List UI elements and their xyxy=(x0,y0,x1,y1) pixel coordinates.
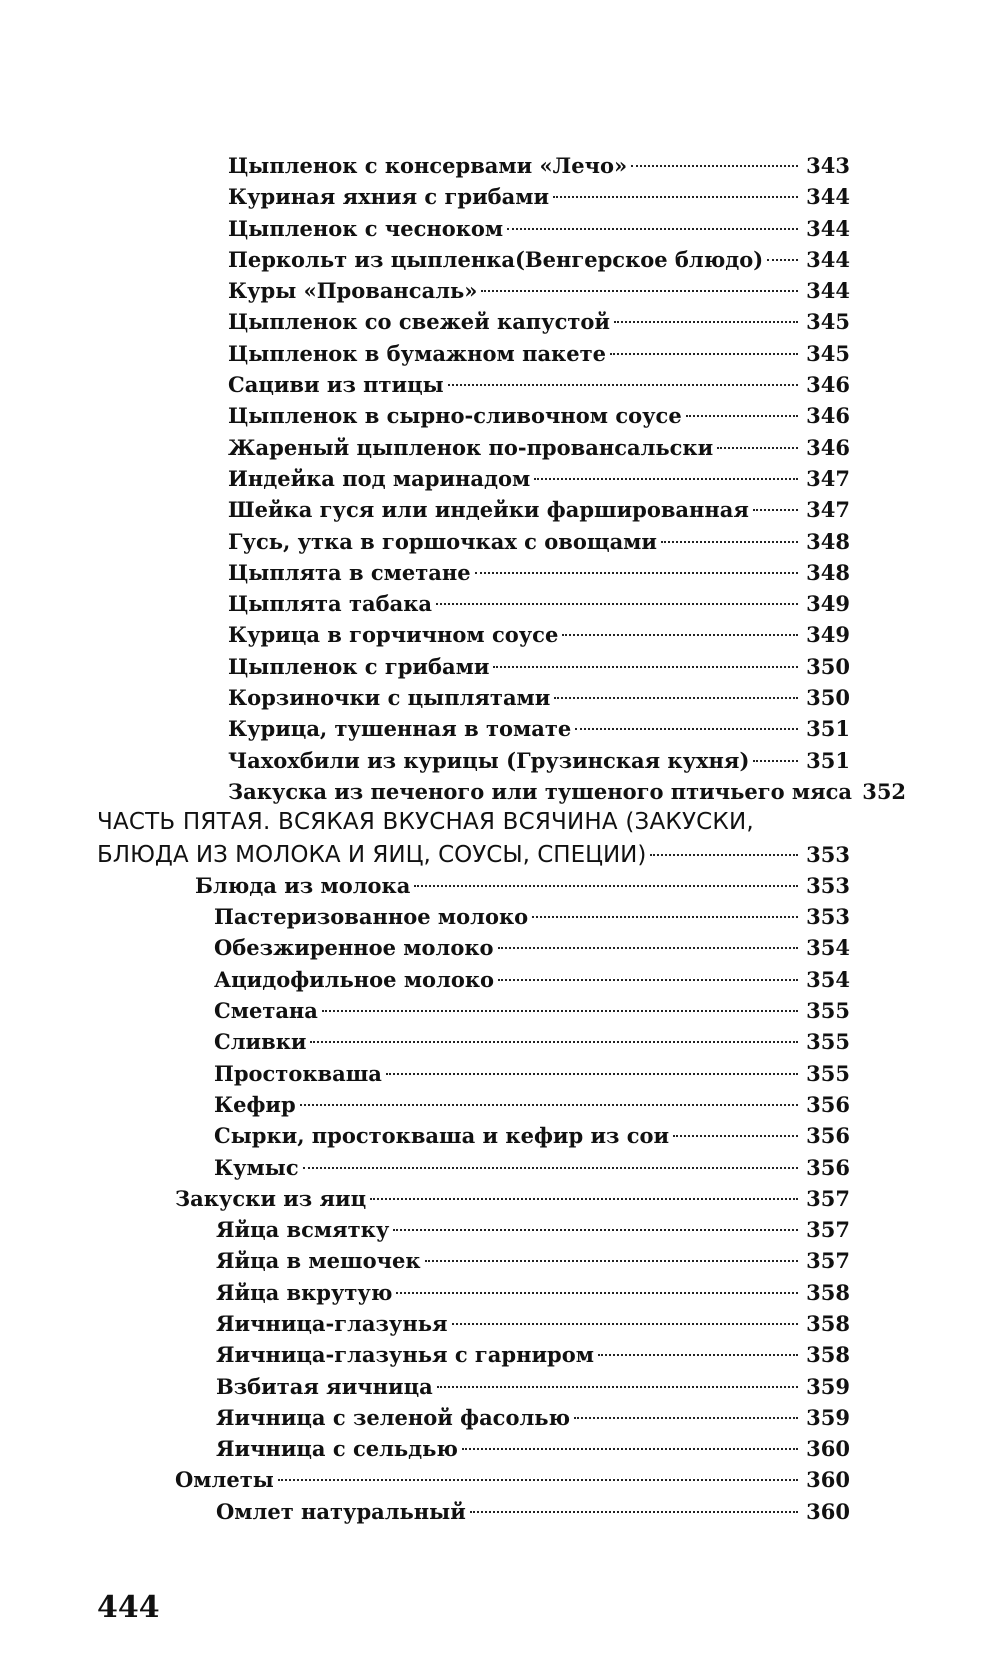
entry-title: Взбитая яичница xyxy=(216,1373,433,1399)
entry-page: 355 xyxy=(806,1029,850,1055)
leader-dots xyxy=(498,979,798,981)
toc-entry xyxy=(0,338,1000,369)
toc-entry xyxy=(0,745,1000,776)
entry-title: Цыпленок с чесноком xyxy=(228,215,504,241)
entry-title: Омлет натуральный xyxy=(216,1498,466,1524)
part-heading-line2 xyxy=(0,839,1000,870)
entry-title: Яйца вкрутую xyxy=(216,1279,393,1305)
toc-entry xyxy=(0,150,1000,181)
toc-entry xyxy=(0,1026,1000,1057)
entry-page: 359 xyxy=(806,1404,850,1430)
leader-dots xyxy=(673,1135,798,1137)
entry-title: Яйца в мешочек xyxy=(216,1248,421,1274)
entry-title: Обезжиренное молоко xyxy=(214,935,494,961)
toc-entry xyxy=(0,995,1000,1026)
entry-page: 349 xyxy=(806,591,850,617)
entry-page: 346 xyxy=(806,434,850,460)
entry-title: Простокваша xyxy=(214,1060,382,1086)
entry-page: 344 xyxy=(806,215,850,241)
leader-dots xyxy=(575,728,798,730)
toc-entry xyxy=(0,400,1000,431)
toc-entry xyxy=(0,1433,1000,1464)
toc-entry xyxy=(0,932,1000,963)
entry-title: Сациви из птицы xyxy=(228,372,444,398)
toc-entry xyxy=(0,713,1000,744)
leader-dots xyxy=(303,1167,798,1169)
entry-page: 347 xyxy=(806,497,850,523)
leader-dots xyxy=(631,165,798,167)
leader-dots xyxy=(436,603,798,605)
entry-page: 354 xyxy=(806,935,850,961)
entry-page: 352 xyxy=(862,778,907,804)
entry-page: 346 xyxy=(806,372,850,398)
entry-title: Пастеризованное молоко xyxy=(214,904,529,930)
entry-title: Цыпленок с консервами «Лечо» xyxy=(228,153,628,178)
toc-entry xyxy=(0,776,1000,807)
entry-title: Перкольт из цыпленка(Венгерское блюдо) xyxy=(228,246,764,272)
toc-entry xyxy=(0,1120,1000,1151)
entry-page: 358 xyxy=(806,1279,850,1305)
leader-dots xyxy=(753,509,798,511)
toc-section xyxy=(0,1183,1000,1214)
entry-page: 360 xyxy=(806,1436,850,1462)
leader-dots xyxy=(650,854,798,856)
entry-page: 353 xyxy=(806,872,850,898)
leader-dots xyxy=(493,666,798,668)
leader-dots xyxy=(614,321,798,323)
entry-title: Кумыс xyxy=(214,1154,299,1180)
toc-entry xyxy=(0,557,1000,588)
entry-title: Яичница-глазунья с гарниром xyxy=(216,1342,594,1368)
entry-page: 354 xyxy=(806,966,850,992)
leader-dots xyxy=(507,228,798,230)
toc-entry xyxy=(0,619,1000,650)
entry-page: 358 xyxy=(806,1342,850,1368)
toc-entry xyxy=(0,901,1000,932)
toc-entry xyxy=(0,682,1000,713)
leader-dots xyxy=(481,290,798,292)
entry-title: Шейка гуся или индейки фаршированная xyxy=(228,497,749,523)
section-title: Омлеты xyxy=(175,1467,274,1493)
toc-entry xyxy=(0,1058,1000,1089)
entry-title: Сливки xyxy=(214,1029,307,1055)
entry-page: 348 xyxy=(806,559,850,585)
entry-title: Куриная яхния с грибами xyxy=(228,184,550,210)
entry-page: 345 xyxy=(806,340,850,366)
entry-title: Индейка под маринадом xyxy=(228,465,531,491)
entry-page: 343 xyxy=(806,153,850,178)
entry-page: 351 xyxy=(806,747,850,773)
section-title: Блюда из молока xyxy=(195,872,411,898)
leader-dots xyxy=(686,415,798,417)
leader-dots xyxy=(462,1448,798,1450)
part-heading-text: ЧАСТЬ ПЯТАЯ. ВСЯКАЯ ВКУСНАЯ ВСЯЧИНА (ЗАКУСКИ, xyxy=(97,809,754,836)
entry-title: Яйца всмятку xyxy=(216,1217,390,1243)
entry-title: Цыпленок в сырно-сливочном соусе xyxy=(228,403,682,429)
toc-entry xyxy=(0,964,1000,995)
entry-title: Куры «Провансаль» xyxy=(228,278,478,304)
leader-dots xyxy=(300,1104,798,1106)
entry-page: 351 xyxy=(806,716,850,742)
entry-page: 346 xyxy=(806,403,850,429)
table-of-contents xyxy=(0,150,1000,1527)
entry-page: 344 xyxy=(806,246,850,272)
entry-page: 359 xyxy=(806,1373,850,1399)
section-title: Закуски из яиц xyxy=(175,1185,367,1211)
toc-entry xyxy=(0,1277,1000,1308)
leader-dots xyxy=(562,634,798,636)
toc-entry xyxy=(0,1496,1000,1527)
leader-dots xyxy=(753,760,798,762)
leader-dots xyxy=(598,1354,798,1356)
entry-page: 344 xyxy=(806,278,850,304)
page-number: 444 xyxy=(97,1590,160,1625)
part-heading-line1 xyxy=(0,807,1000,838)
entry-page: 357 xyxy=(806,1248,850,1274)
entry-page: 353 xyxy=(806,841,850,867)
toc-entry xyxy=(0,463,1000,494)
entry-page: 353 xyxy=(806,904,850,930)
leader-dots xyxy=(498,947,798,949)
leader-dots xyxy=(414,885,798,887)
entry-title: Жареный цыпленок по-провансальски xyxy=(228,434,714,460)
entry-title: Кефир xyxy=(214,1091,296,1117)
toc-entry xyxy=(0,1402,1000,1433)
leader-dots xyxy=(386,1073,798,1075)
entry-title: Яичница с сельдью xyxy=(216,1436,458,1462)
entry-page: 360 xyxy=(806,1498,850,1524)
toc-entry xyxy=(0,1245,1000,1276)
entry-page: 350 xyxy=(806,685,850,711)
leader-dots xyxy=(310,1041,798,1043)
entry-title: Сметана xyxy=(214,998,318,1024)
toc-entry xyxy=(0,244,1000,275)
leader-dots xyxy=(437,1386,798,1388)
part-heading-text: БЛЮДА ИЗ МОЛОКА И ЯИЦ, СОУСЫ, СПЕЦИИ) xyxy=(97,841,647,868)
entry-page: 357 xyxy=(806,1185,850,1211)
entry-title: Цыплята в сметане xyxy=(228,559,471,585)
toc-section xyxy=(0,870,1000,901)
leader-dots xyxy=(278,1479,798,1481)
entry-page: 358 xyxy=(806,1310,850,1336)
entry-page: 356 xyxy=(806,1123,850,1149)
leader-dots xyxy=(396,1292,798,1294)
leader-dots xyxy=(448,384,798,386)
toc-entry xyxy=(0,651,1000,682)
toc-entry xyxy=(0,213,1000,244)
entry-title: Цыплята табака xyxy=(228,591,432,617)
toc-entry xyxy=(0,1308,1000,1339)
toc-entry xyxy=(0,526,1000,557)
leader-dots xyxy=(574,1417,798,1419)
entry-title: Цыпленок со свежей капустой xyxy=(228,309,610,335)
entry-page: 345 xyxy=(806,309,850,335)
entry-title: Ацидофильное молоко xyxy=(214,966,495,992)
entry-title: Сырки, простокваша и кефир из сои xyxy=(214,1123,670,1149)
entry-title: Закуска из печеного или тушеного птичьего мяса xyxy=(228,778,853,804)
toc-entry xyxy=(0,1089,1000,1120)
leader-dots xyxy=(553,196,798,198)
entry-title: Цыпленок с грибами xyxy=(228,653,490,679)
leader-dots xyxy=(717,447,798,449)
entry-page: 360 xyxy=(806,1467,850,1493)
entry-title: Чахохбили из курицы (Грузинская кухня) xyxy=(228,747,750,773)
entry-title: Гусь, утка в горшочках с овощами xyxy=(228,528,658,554)
toc-entry xyxy=(0,369,1000,400)
toc-entry xyxy=(0,306,1000,337)
leader-dots xyxy=(322,1010,798,1012)
entry-page: 356 xyxy=(806,1154,850,1180)
entry-page: 348 xyxy=(806,528,850,554)
leader-dots xyxy=(532,916,798,918)
leader-dots xyxy=(452,1323,798,1325)
entry-page: 344 xyxy=(806,184,850,210)
entry-page: 347 xyxy=(806,465,850,491)
toc-entry xyxy=(0,1214,1000,1245)
toc-entry xyxy=(0,1152,1000,1183)
leader-dots xyxy=(661,541,798,543)
toc-entry xyxy=(0,181,1000,212)
toc-section xyxy=(0,1464,1000,1495)
entry-title: Цыпленок в бумажном пакете xyxy=(228,340,606,366)
toc-entry xyxy=(0,588,1000,619)
entry-title: Курица в горчичном соусе xyxy=(228,622,559,648)
leader-dots xyxy=(767,259,798,261)
entry-page: 349 xyxy=(806,622,850,648)
toc-entry xyxy=(0,275,1000,306)
toc-entry xyxy=(0,1339,1000,1370)
leader-dots xyxy=(470,1511,798,1513)
leader-dots xyxy=(393,1229,798,1231)
leader-dots xyxy=(610,353,798,355)
leader-dots xyxy=(475,572,798,574)
entry-page: 350 xyxy=(806,653,850,679)
leader-dots xyxy=(425,1260,798,1262)
entry-page: 356 xyxy=(806,1091,850,1117)
leader-dots xyxy=(534,478,798,480)
toc-entry xyxy=(0,432,1000,463)
toc-entry xyxy=(0,494,1000,525)
entry-title: Яичница с зеленой фасолью xyxy=(216,1404,571,1430)
leader-dots xyxy=(554,697,798,699)
entry-title: Курица, тушенная в томате xyxy=(228,716,572,742)
entry-title: Корзиночки с цыплятами xyxy=(228,685,551,711)
entry-page: 357 xyxy=(806,1217,850,1243)
leader-dots xyxy=(370,1198,798,1200)
toc-entry xyxy=(0,1371,1000,1402)
entry-page: 355 xyxy=(806,1060,850,1086)
entry-title: Яичница-глазунья xyxy=(216,1310,448,1336)
entry-page: 355 xyxy=(806,998,850,1024)
